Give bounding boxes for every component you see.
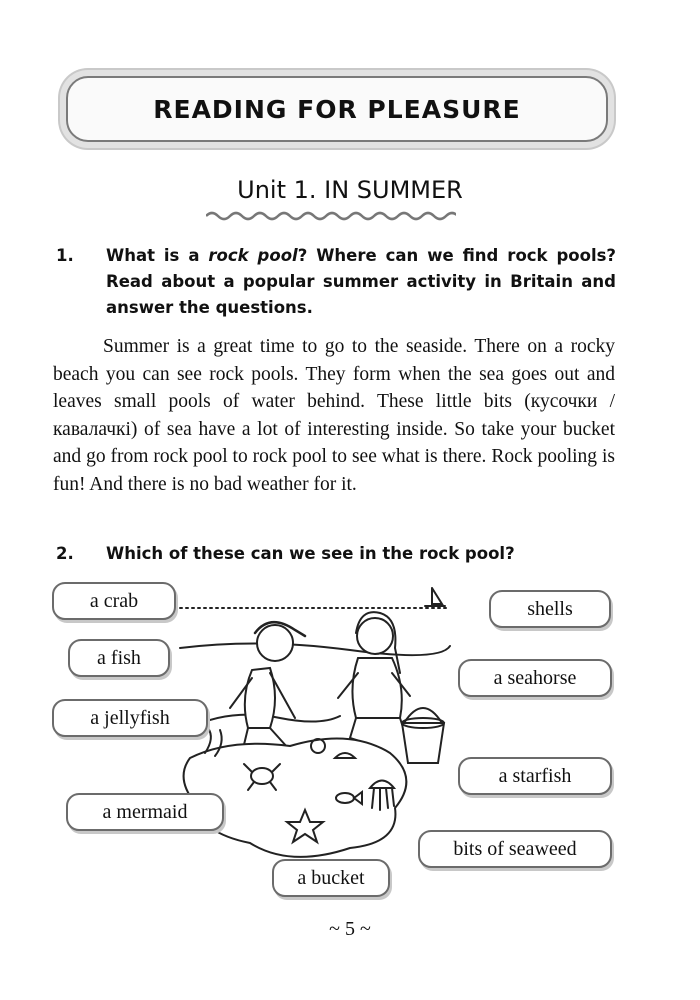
option-crab[interactable]: a crab — [52, 582, 176, 620]
wavy-underline — [206, 210, 456, 222]
option-jellyfish[interactable]: a jellyfish — [52, 699, 208, 737]
task-2 — [56, 541, 616, 567]
task-1-text-end: ? Where can we find rock pools? Read about a popular summer activity in Britain and answer the questions. — [106, 246, 616, 317]
page-number: ~ 5 ~ — [329, 918, 371, 940]
option-bucket[interactable]: a bucket — [272, 859, 390, 897]
task-1-question — [106, 243, 616, 321]
task-1-number: 1. — [56, 246, 74, 265]
beach-illustration — [170, 578, 460, 878]
task-1-text-start: What is a — [106, 246, 209, 265]
title-banner — [66, 76, 608, 142]
task-2-question: Which of these can we see in the rock pool? — [106, 544, 515, 563]
option-mermaid[interactable]: a mermaid — [66, 793, 224, 831]
option-seaweed[interactable]: bits of seaweed — [418, 830, 612, 868]
task-1 — [56, 243, 616, 321]
option-shells[interactable]: shells — [489, 590, 611, 628]
banner-title: READING FOR PLEASURE — [153, 94, 521, 124]
option-starfish[interactable]: a starfish — [458, 757, 612, 795]
option-seahorse[interactable]: a seahorse — [458, 659, 612, 697]
reading-paragraph: Summer is a great time to go to the seaside. There on a rocky beach you can see rock pools. They form when the sea goes out and leaves small pools of water behind. These little bits (кусочки / кавалачкі) of sea have a lot of interesting inside. So take your bucket and go from rock pool to rock pool to see what is there. Rock pooling is fun! And there is no bad weather for it. — [53, 336, 615, 495]
unit-title: Unit 1. IN SUMMER — [237, 176, 463, 204]
task-2-number: 2. — [56, 544, 74, 563]
task-1-term: rock pool — [208, 246, 298, 265]
option-fish[interactable]: a fish — [68, 639, 170, 677]
